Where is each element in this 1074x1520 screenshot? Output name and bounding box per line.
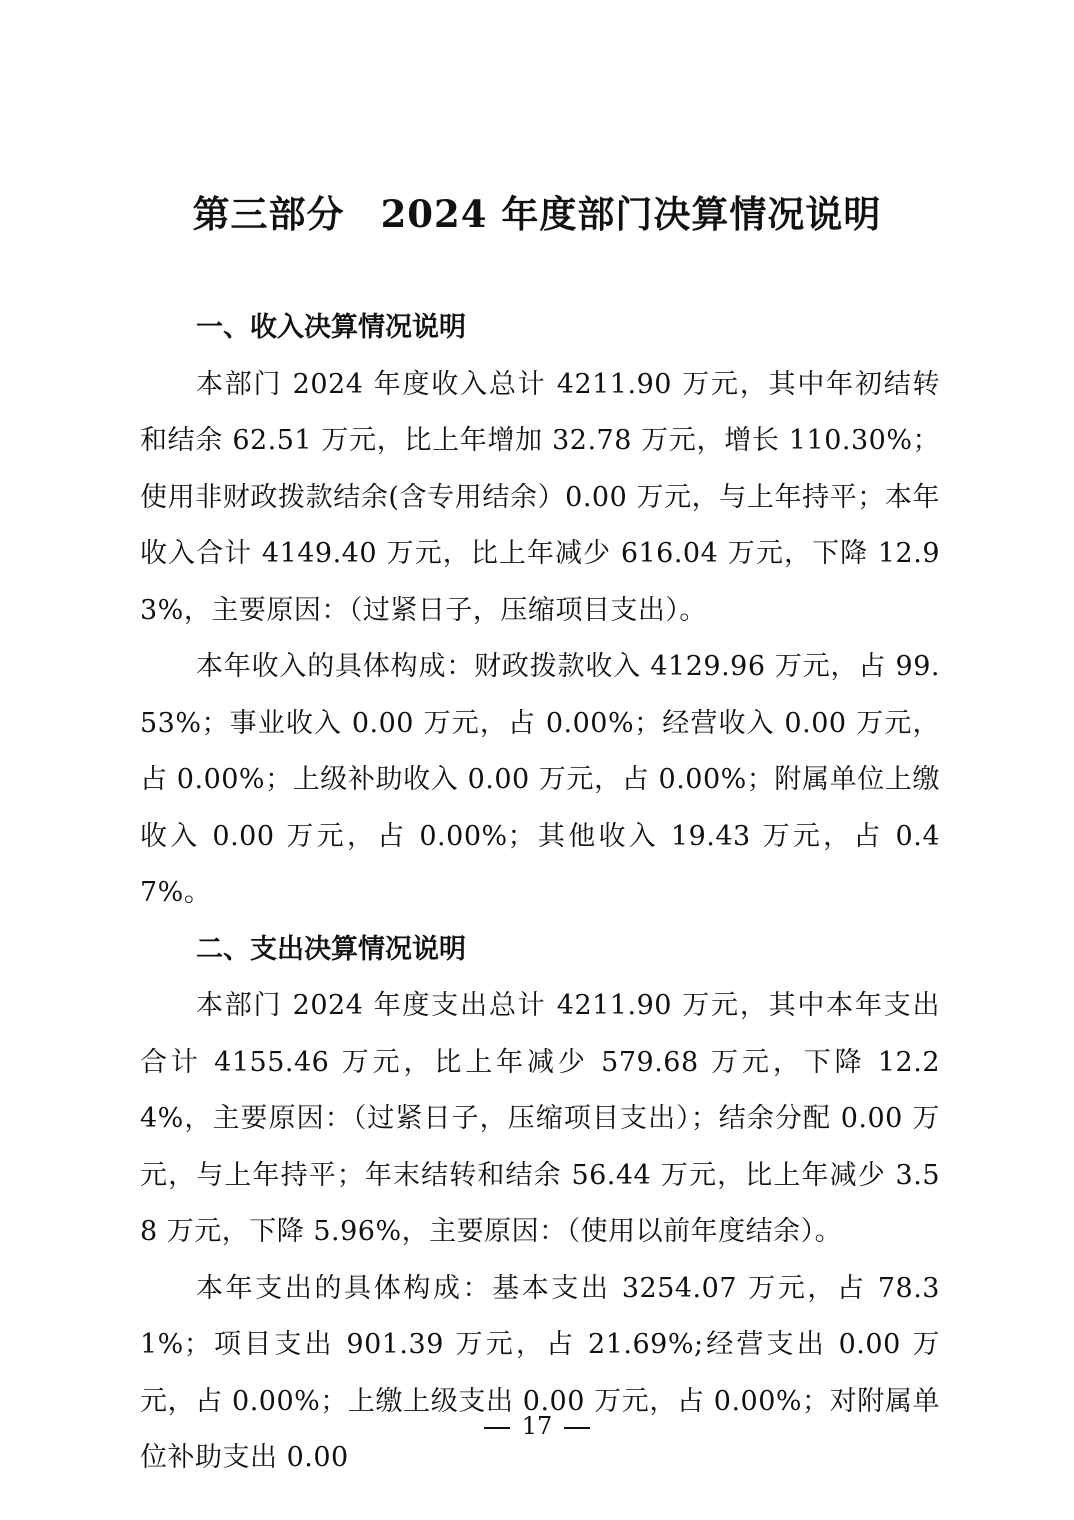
paragraph-expenditure-composition: 本年支出的具体构成：基本支出 3254.07 万元，占 78.31%；项目支出 901.39 万元，占 21.69%;经营支出 0.00 万元，占 0.00%；上缴上级支出 0.00 万元，占 0.00%；对附属单位补助支出 0.00	[140, 1272, 940, 1473]
footer-dash-right	[564, 1427, 590, 1429]
paragraph-income-summary: 本部门 2024 年度收入总计 4211.90 万元，其中年初结转和结余 62.51 万元，比上年增加 32.78 万元，增长 110.30%；使用非财政拨款结余(含专用结余）0.00 万元，与上年持平；本年收入合计 4149.40 万元，比上年减少 616.04 万元，下降 12.93%，主要原因：（过紧日子，压缩项目支出）。	[140, 368, 940, 626]
page-number: 17	[521, 1412, 553, 1440]
document-body	[140, 300, 940, 1487]
page-footer	[0, 1408, 1074, 1444]
footer-dash-left	[484, 1427, 510, 1429]
page-title	[0, 190, 1074, 238]
title-main: 2024 年度部门决算情况说明	[380, 192, 882, 236]
section-heading-expenditure: 二、支出决算情况说明	[196, 933, 466, 965]
section-heading-income: 一、收入决算情况说明	[196, 312, 466, 343]
paragraph-income-composition: 本年收入的具体构成：财政拨款收入 4129.96 万元，占 99.53%；事业收入 0.00 万元，占 0.00%；经营收入 0.00 万元，占 0.00%；上级补助收入 0.00 万元，占 0.00%；附属单位上缴收入 0.00 万元，占 0.00%；其他收入 19.43 万元，占 0.47%。	[140, 651, 940, 908]
paragraph-expenditure-summary: 本部门 2024 年度支出总计 4211.90 万元，其中本年支出合计 4155.46 万元，比上年减少 579.68 万元，下降 12.24%，主要原因：（过紧日子，压缩项目支出）；结余分配 0.00 万元，与上年持平；年末结转和结余 56.44 万元，比上年减少 3.58 万元，下降 5.96%，主要原因：（使用以前年度结余）。	[140, 990, 940, 1247]
title-part: 第三部分	[192, 192, 345, 236]
